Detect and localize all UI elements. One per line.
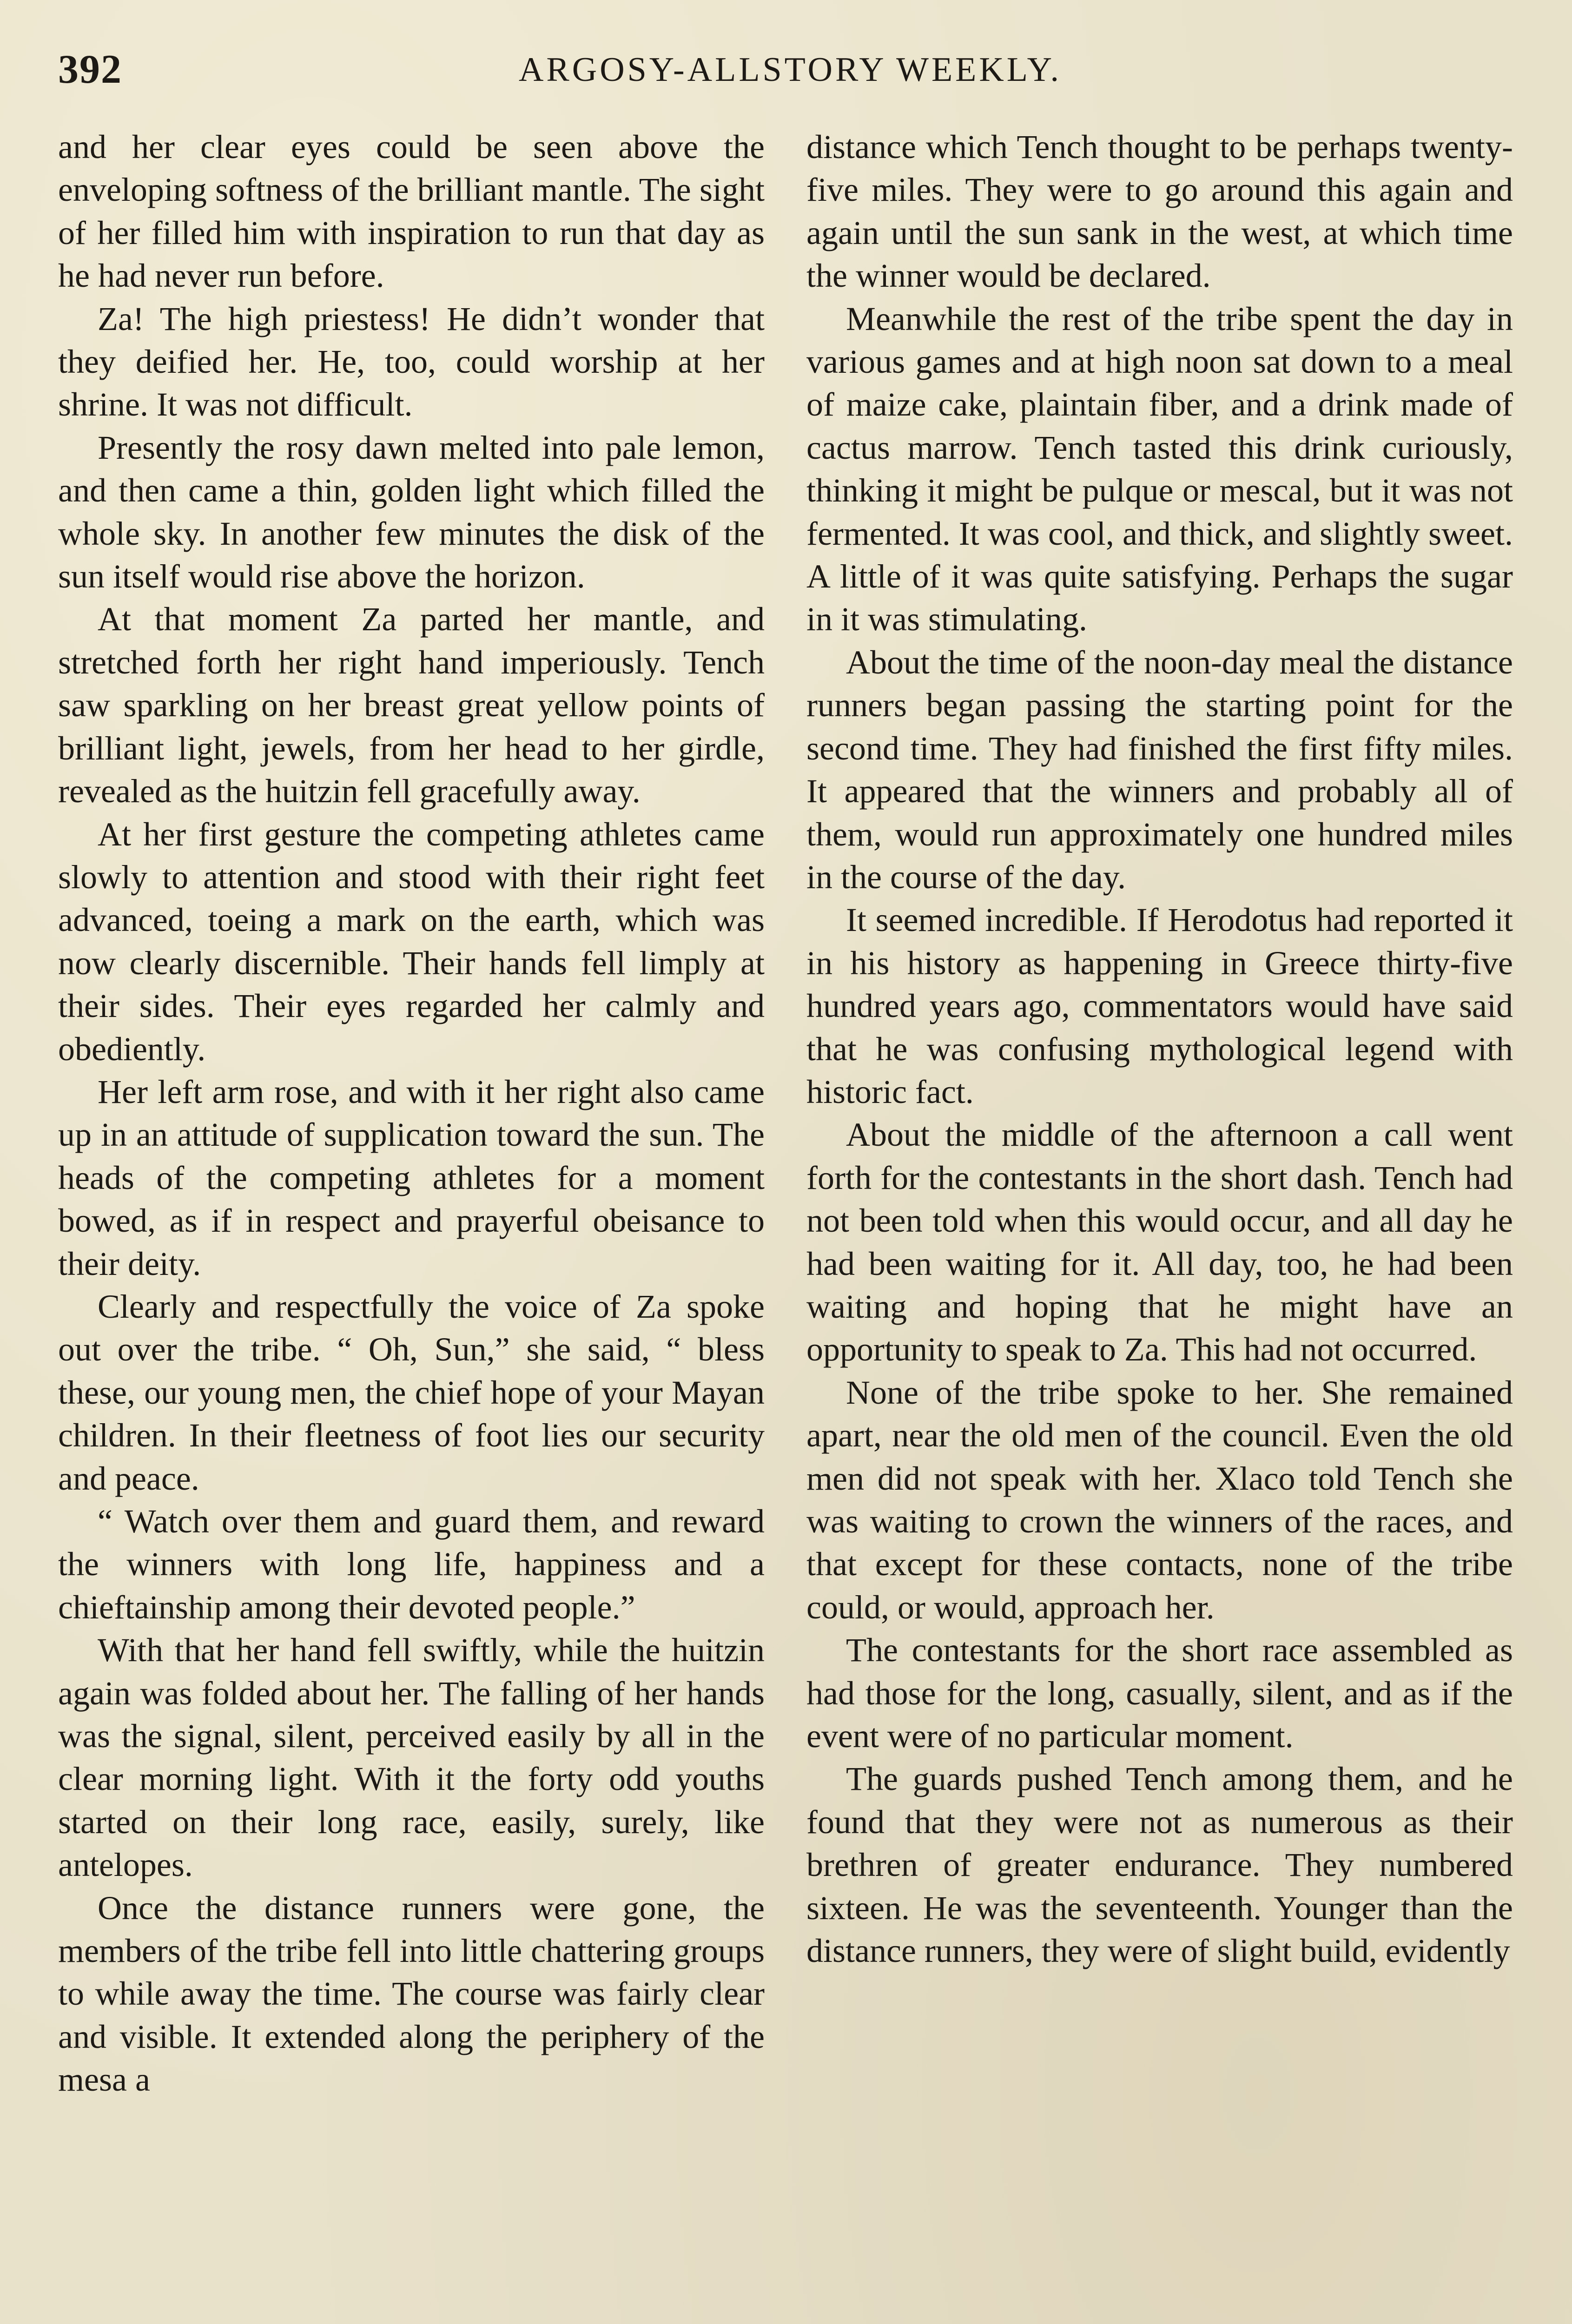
paragraph: Her left arm rose, and with it her right also came up in an attitude of supplication toward the sun. The heads of the competing athletes for a moment bowed, as if in respect and prayerful obeisance to their deity. [58,1073,765,1282]
paragraph: It seemed incredible. If Herodotus had reported it in his history as happening in Greece thirty-five hundred years ago, commentators would have said that he was confusing mythological legend with historic fact. [806,901,1513,1110]
paragraph: The contestants for the short race assembled as had those for the long, casually, silent, and as if the event were of no particular moment. [806,1631,1513,1755]
paragraph: About the middle of the afternoon a call went forth for the contestants in the short dash. Tench had not been told when this would occur, and all day he had been waiting for it. All day, too, he had been waiting and hoping that he might have an opportunity to speak to Za. This had not occurred. [806,1116,1513,1368]
paragraph: Za! The high priestess! He didn’t wonder that they deified her. He, too, could worship at her shrine. It was not difficult. [58,300,765,423]
paragraph: “ Watch over them and guard them, and reward the winners with long life, happiness and a chieftainship among their devoted people.” [58,1503,765,1626]
left-column [58,125,765,2101]
paragraph: Presently the rosy dawn melted into pale lemon, and then came a thin, golden light which filled the whole sky. In another few minutes the disk of the sun itself would rise above the horizon. [58,429,765,595]
paragraph: About the time of the noon-day meal the distance runners began passing the starting point for the second time. They had finished the first fifty miles. It appeared that the winners and probably all of them, would run approximately one hundred miles in the course of the day. [806,643,1513,896]
paragraph: The guards pushed Tench among them, and he found that they were not as numerous as their brethren of greater endurance. They numbered sixteen. He was the seventeenth. Younger than the distance runners, they were of slight build, evidently [806,1760,1513,1970]
paragraph: At that moment Za parted her mantle, and stretched forth her right hand imperiously. Tench saw sparkling on her breast great yellow points of brilliant light, jewels, from her head to her girdle, revealed as the huitzin fell gracefully away. [58,601,765,810]
page-number: 392 [58,47,122,92]
paragraph: Clearly and respectfully the voice of Za spoke out over the tribe. “ Oh, Sun,” she said, “ bless these, our young men, the chief hope of your Mayan children. In their fleetness of foot lies our security and peace. [58,1287,765,1497]
right-column [806,125,1513,1972]
paragraph: distance which Tench thought to be perhaps twenty-five miles. They were to go around this again and again until the sun sank in the west, at which time the winner would be declared. [806,128,1513,295]
paragraph: Meanwhile the rest of the tribe spent the day in various games and at high noon sat down to a meal of maize cake, plaintain fiber, and a drink made of cactus marrow. Tench tasted this drink curiously, thinking it might be pulque or mescal, but it was not fermented. It was cool, and thick, and slightly sweet. A little of it was quite satisfying. Perhaps the sugar in it was stimulating. [806,300,1513,638]
paragraph: At her first gesture the competing athletes came slowly to attention and stood with their right feet advanced, toeing a mark on the earth, which was now clearly discernible. Their hands fell limply at their sides. Their eyes regarded her calmly and obediently. [58,815,765,1068]
paragraph: None of the tribe spoke to her. She remained apart, near the old men of the council. Even the old men did not speak with her. Xlaco told Tench she was waiting to crown the winners of the races, and that except for these contacts, none of the tribe could, or would, approach her. [806,1373,1513,1626]
paragraph: With that her hand fell swiftly, while the huitzin again was folded about her. The falling of her hands was the signal, silent, perceived easily by all in the clear morning light. With it the forty odd youths started on their long race, easily, surely, like antelopes. [58,1631,765,1884]
running-head [58,40,1522,100]
paragraph: and her clear eyes could be seen above the enveloping softness of the brilliant mantle. The sight of her filled him with inspiration to run that day as he had never run before. [58,128,765,295]
magazine-title: ARGOSY-ALLSTORY WEEKLY. [518,51,1062,89]
paragraph: Once the distance runners were gone, the members of the tribe fell into little chattering groups to while away the time. The course was fairly clear and visible. It extended along the periphery of the mesa a [58,1889,765,2099]
